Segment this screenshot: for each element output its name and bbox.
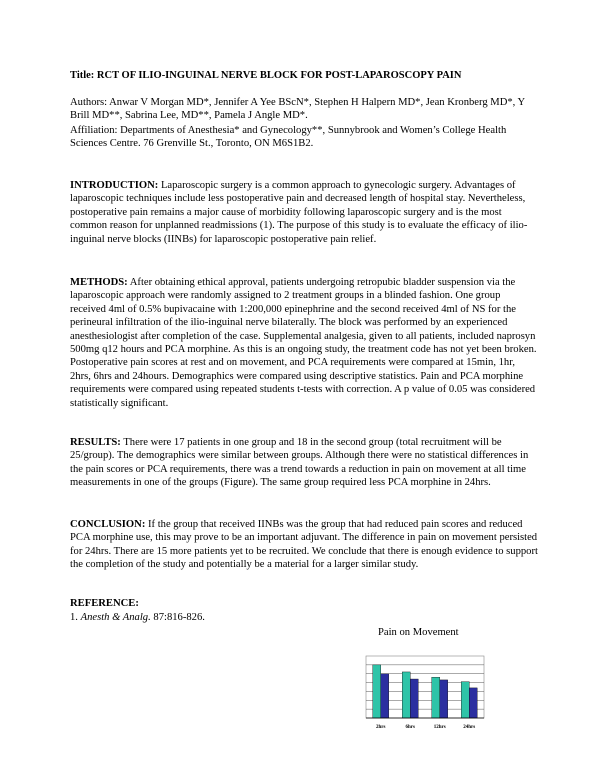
introduction-section [70, 179, 538, 246]
reference-journal: Anesth & Analg. [80, 612, 151, 623]
results-heading: RESULTS: [70, 437, 121, 448]
x-tick-label: 2hrs [376, 725, 386, 730]
pain-on-movement-chart [358, 650, 488, 738]
affiliation: Affiliation: Departments of Anesthesia* and Gynecology**, Sunnybrook and Women’s College Health Sciences Centre. 76 Grenville St., Toronto, ON M6S1B2. [70, 125, 507, 150]
x-tick-label: 24hrs [463, 725, 476, 730]
reference-heading: REFERENCE: [70, 598, 139, 609]
methods-section [70, 276, 538, 410]
results-body: There were 17 patients in one group and 18 in the second group (total recruitment will be 25/group). The demographics were similar between groups. Although there were no statistical differences in the pain scores or PCA requirements, there was a trend towards a reduction in pain on movement at all time measurements in one of the groups (Figure). The same group required less PCA morphine in 24hrs. [70, 437, 529, 489]
introduction-heading: INTRODUCTION: [70, 180, 159, 191]
methods-body: After obtaining ethical approval, patients undergoing retropubic bladder suspension via the laparoscopic approach were randomly assigned to 2 treatment groups in a blinded fashion. One group received 4ml of 0.5% bupivacaine with 1:200,000 epinephrine and the second received 4ml of NS for the perineural infiltration of the ilio-inguinal nerve bilaterally. The block was performed by an experienced anesthesiologist after completion of the case. Supplemental analgesia, given to all patients, included naprosyn 500mg q12 hours and PCA morphine. As this is an ongoing study, the treatment code has not yet been broken. Postoperative pain scores at rest and on movement, and PCA requirements were compared at 15min, 1hr, 2hrs, 6hrs and 24hours. Demographics were compared using descriptive statistics. Pain and PCA morphine requirements were compared using repeated students t-tests with correction. A p value of 0.05 was considered statistically significant. [70, 277, 537, 409]
reference-number: 1. [70, 612, 78, 623]
paper-title: Title: RCT OF ILIO-INGUINAL NERVE BLOCK FOR POST-LAPAROSCOPY PAIN [70, 70, 462, 81]
bar-6hrs-1 [410, 679, 418, 718]
bar-12hrs-1 [440, 680, 448, 718]
conclusion-body: If the group that received IINBs was the group that had reduced pain scores and reduced PCA morphine use, this may prove to be an important adjuvant. The difference in pain on movement persisted for 24hrs. There are 15 more patients yet to be recruited. We conclude that there is enough evidence to support the completion of the study and potentially be a material for a larger similar study. [70, 519, 538, 571]
bar-24hrs-1 [469, 688, 477, 718]
methods-heading: METHODS: [70, 277, 128, 288]
introduction-body: Laparoscopic surgery is a common approach to gynecologic surgery. Advantages of laparoscopic techniques include less postoperative pain and decreased length of hospital stay. Nevertheless, postoperative pain remains a major cause of morbidity following laparoscopic surgery and is the most common reason for unplanned readmissions (1). The purpose of this study is to evaluate the efficacy of ilio-inguinal nerve blocks (IINBs) for laparoscopic postoperative pain relief. [70, 180, 528, 245]
bar-6hrs-0 [402, 672, 410, 718]
bar-24hrs-0 [461, 682, 469, 718]
conclusion-section [70, 518, 538, 572]
conclusion-heading: CONCLUSION: [70, 519, 146, 530]
chart-title: Pain on Movement [378, 627, 459, 638]
x-tick-label: 12hrs [433, 725, 446, 730]
reference-item [70, 612, 205, 623]
bar-2hrs-0 [373, 665, 381, 718]
x-tick-label: 6hrs [405, 725, 415, 730]
bar-2hrs-1 [381, 674, 389, 718]
reference-citation: 87:816-826. [153, 612, 205, 623]
bar-12hrs-0 [432, 677, 440, 718]
authors: Authors: Anwar V Morgan MD*, Jennifer A Yee BScN*, Stephen H Halpern MD*, Jean Kronberg MD*, Y Brill MD**, Sabrina Lee, MD**, Pamela J Angle MD*. [70, 97, 525, 122]
results-section [70, 436, 538, 490]
